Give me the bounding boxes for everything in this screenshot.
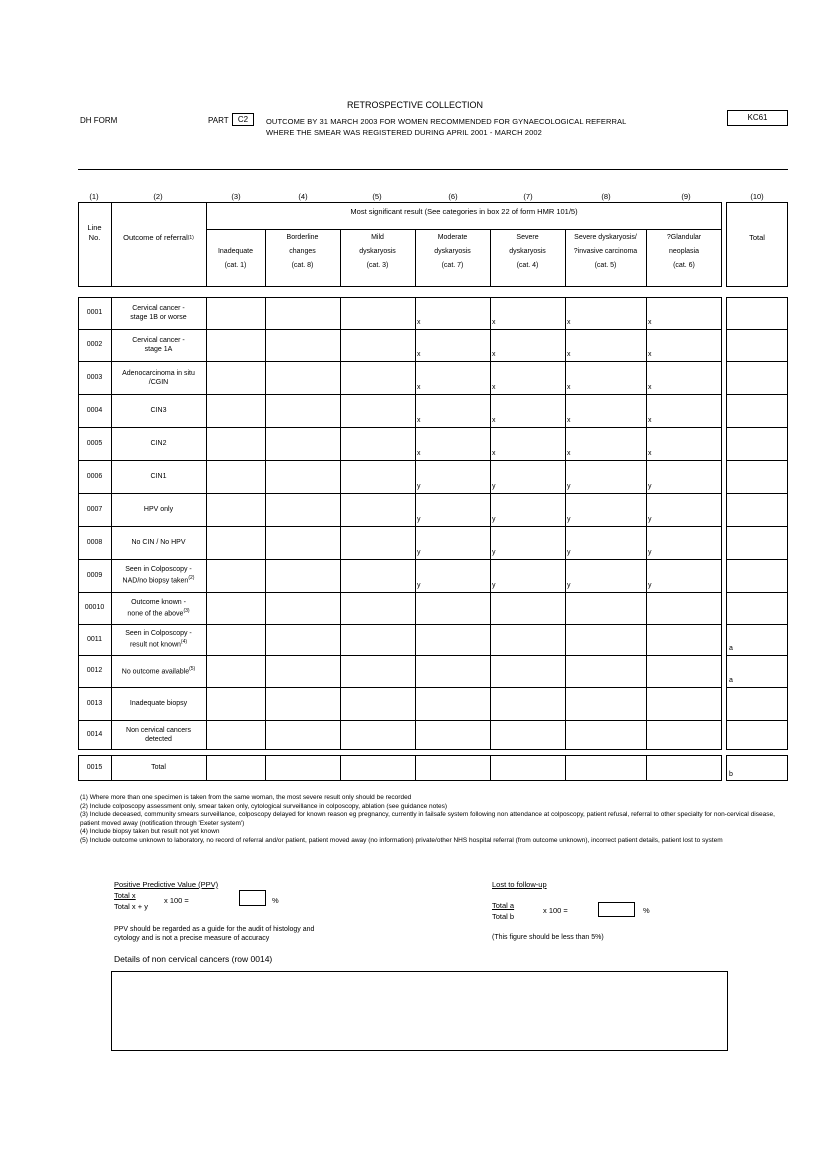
row-code: 0004 [86, 406, 103, 414]
result-column-header-text: dyskaryosis [509, 248, 546, 255]
row-outcome [111, 592, 206, 624]
footnote-2: (2) Include colposcopy assessment only, smear taken only, cytological surveillance in colposcopy, ablation (see guidance notes) [80, 802, 448, 810]
data-entry-cell[interactable] [566, 721, 645, 749]
data-entry-cell[interactable] [566, 461, 645, 492]
data-entry-cell[interactable] [207, 494, 264, 525]
row-outcome [111, 329, 206, 361]
row-mark: y [648, 516, 652, 523]
row-code: 0003 [86, 373, 103, 381]
total-entry-cell[interactable] [727, 428, 787, 459]
row-mark: y [417, 582, 421, 589]
data-entry-cell[interactable] [341, 298, 414, 328]
data-entry-cell[interactable] [647, 593, 721, 623]
lost-unit: % [643, 906, 650, 915]
result-column-header-text: neoplasia [669, 248, 699, 255]
ppv-note-line2: cytology and is not a precise measure of accuracy [114, 935, 270, 942]
column-number: (7) [523, 192, 533, 201]
data-entry-cell[interactable] [566, 330, 645, 360]
data-entry-cell[interactable] [647, 428, 721, 459]
row-outcome-line: detected [145, 736, 172, 743]
data-entry-cell[interactable] [266, 560, 339, 591]
row-mark: x [492, 351, 496, 358]
total-header: Total [749, 233, 765, 242]
data-entry-cell[interactable] [266, 428, 339, 459]
row-outcome-line: CIN2 [150, 440, 167, 447]
total-row-divider [340, 755, 341, 781]
result-column-header-text: (cat. 4) [516, 262, 539, 269]
data-entry-cell[interactable] [207, 330, 264, 360]
row-outcome-line: /CGIN [148, 378, 169, 386]
data-entry-cell[interactable] [207, 721, 264, 749]
row-mark: x [567, 384, 571, 391]
data-entry-cell[interactable] [416, 721, 489, 749]
ppv-note-line1: PPV should be regarded as a guide for the audit of histology and [114, 926, 315, 933]
data-entry-cell[interactable] [647, 330, 721, 360]
row-mark: x [417, 319, 421, 326]
ppv-title: Positive Predictive Value (PPV) [114, 880, 219, 889]
row-mark: y [648, 582, 652, 589]
data-entry-cell[interactable] [491, 362, 564, 393]
header-group-divider [206, 229, 722, 230]
ppv-note [114, 925, 314, 943]
row-mark: y [417, 516, 421, 523]
total-entry-cell[interactable] [727, 330, 787, 360]
part-value-box: C2 [232, 113, 254, 126]
data-entry-cell[interactable] [566, 395, 645, 426]
lost-note: (This figure should be less than 5%) [492, 934, 604, 941]
row-outcome-line: HPV only [143, 506, 174, 513]
row-outcome-note: (4) [180, 639, 188, 646]
data-entry-cell[interactable] [416, 560, 489, 591]
result-column-header-text: dyskaryosis [359, 248, 396, 255]
data-entry-cell[interactable] [266, 362, 339, 393]
result-column-header-text: (cat. 7) [441, 262, 464, 269]
row-outcome-note: (3) [183, 607, 190, 614]
total-entry-cell[interactable] [727, 721, 787, 749]
data-entry-cell[interactable] [647, 688, 721, 719]
data-entry-cell[interactable] [207, 461, 264, 492]
data-entry-cell[interactable] [341, 560, 414, 591]
data-entry-cell[interactable] [566, 593, 645, 623]
data-entry-cell[interactable] [416, 688, 489, 719]
data-entry-cell[interactable] [266, 593, 339, 623]
row-mark: y [648, 549, 652, 556]
row-outcome [111, 493, 206, 526]
row-outcome-line: No outcome available [121, 668, 190, 676]
ppv-result-box[interactable] [239, 890, 266, 906]
lost-multiplier: x 100 = [543, 906, 568, 915]
data-entry-cell[interactable] [491, 721, 564, 749]
row-outcome [111, 526, 206, 559]
row-outcome-line: stage 1B or worse [130, 314, 187, 321]
row-mark: y [492, 582, 496, 589]
ppv-unit: % [272, 896, 279, 905]
result-column-header-text: (cat. 3) [366, 262, 389, 269]
result-column-header-text: Inadequate [217, 248, 254, 255]
details-label: Details of non cervical cancers (row 0014) [114, 954, 273, 964]
part-label: PART [208, 116, 229, 125]
lost-title: Lost to follow-up [492, 880, 547, 889]
data-entry-cell[interactable] [647, 625, 721, 654]
data-entry-cell[interactable] [566, 428, 645, 459]
ppv-multiplier: x 100 = [164, 896, 189, 905]
total-entry-cell[interactable] [727, 395, 787, 426]
row-mark: x [567, 450, 571, 457]
total-entry-cell[interactable] [727, 656, 787, 686]
row-mark: x [648, 450, 652, 457]
data-entry-cell[interactable] [266, 527, 339, 558]
row-mark: x [567, 319, 571, 326]
row-mark: x [417, 417, 421, 424]
row-outcome [111, 297, 206, 329]
row-code: 0009 [86, 571, 103, 579]
data-entry-cell[interactable] [266, 656, 339, 686]
total-entry-cell[interactable] [727, 593, 787, 623]
data-entry-cell[interactable] [491, 330, 564, 360]
line-no-header-line1: Line [87, 223, 102, 232]
ppv-numerator: Total x [114, 891, 136, 900]
total-row-code: 0015 [86, 764, 103, 771]
result-column-header-text: Moderate [437, 234, 468, 241]
data-entry-cell[interactable] [491, 298, 564, 328]
row-mark: y [567, 549, 571, 556]
row-outcome [111, 655, 206, 687]
data-entry-cell[interactable] [341, 721, 414, 749]
row-outcome [111, 687, 206, 720]
row-outcome-line: CIN3 [150, 407, 167, 414]
data-entry-cell[interactable] [207, 656, 264, 686]
data-entry-cell[interactable] [266, 330, 339, 360]
row-mark: x [492, 384, 496, 391]
data-entry-cell[interactable] [491, 428, 564, 459]
data-entry-cell[interactable] [566, 527, 645, 558]
row-outcome-line: stage 1A [144, 346, 173, 353]
data-entry-cell[interactable] [207, 688, 264, 719]
row-mark: y [567, 483, 571, 490]
data-entry-cell[interactable] [491, 625, 564, 654]
result-column-header-text: ?invasive carcinoma [573, 248, 638, 255]
data-entry-cell[interactable] [491, 560, 564, 591]
row-outcome-line: No CIN / No HPV [131, 539, 186, 546]
data-entry-cell[interactable] [491, 656, 564, 686]
data-entry-cell[interactable] [207, 625, 264, 654]
row-mark: y [417, 483, 421, 490]
lost-denominator: Total b [492, 912, 515, 921]
footnote-3: (3) Include deceased, community smears surveillance, colposcopy delayed for known reason eg pregnancy, currently in failsafe system following non attendance at colposcopy, patient refusal, referral to other specialty for non-cervical disease, patient moved away (notification through 'Exeter system') [80, 811, 775, 827]
column-number: (6) [448, 192, 458, 201]
column-number: (3) [231, 192, 241, 201]
column-number: (1) [89, 192, 99, 201]
form-label: DH FORM [80, 116, 118, 125]
row-outcome [111, 460, 206, 493]
column-number: (9) [681, 192, 691, 201]
result-column-header-text: Severe dyskaryosis/ [574, 234, 637, 241]
data-entry-cell[interactable] [566, 656, 645, 686]
data-entry-cell[interactable] [416, 330, 489, 360]
column-number: (8) [601, 192, 611, 201]
data-entry-cell[interactable] [416, 428, 489, 459]
data-entry-cell[interactable] [266, 721, 339, 749]
data-entry-cell[interactable] [416, 298, 489, 328]
footnote-5: (5) Include outcome unknown to laboratory, no record of referral and/or patient, patient moved away (no information) private/other NHS hospital referral (from outcome unknown), incorrect patient details, patient lost to system [80, 836, 723, 844]
row-outcome-note: (2) [188, 575, 195, 582]
total-entry-cell[interactable] [727, 527, 787, 558]
data-entry-cell[interactable] [341, 593, 414, 623]
data-entry-cell[interactable] [207, 428, 264, 459]
row-outcome-line: CIN1 [150, 473, 167, 480]
total-row-divider [415, 755, 416, 781]
row-mark: x [417, 351, 421, 358]
result-column-header-text: Mild [371, 234, 384, 241]
row-mark: x [492, 450, 496, 457]
row-code: 0011 [86, 635, 103, 643]
row-outcome-line: Non cervical cancers [126, 727, 191, 734]
data-entry-cell[interactable] [416, 527, 489, 558]
row-outcome-last [123, 574, 195, 585]
result-column-header-text: changes [289, 248, 316, 255]
data-entry-cell[interactable] [341, 656, 414, 686]
data-entry-cell[interactable] [566, 298, 645, 328]
row-code: 00010 [84, 604, 105, 611]
data-entry-cell[interactable] [266, 494, 339, 525]
total-entry-cell[interactable] [727, 688, 787, 719]
row-outcome [111, 394, 206, 427]
row-mark: y [492, 483, 496, 490]
data-entry-cell[interactable] [341, 625, 414, 654]
data-entry-cell[interactable] [207, 362, 264, 393]
row-mark: y [648, 483, 652, 490]
data-entry-cell[interactable] [491, 494, 564, 525]
row-outcome-last [122, 665, 195, 676]
row-code: 0005 [86, 439, 103, 447]
row-outcome-line: Outcome known - [131, 598, 186, 606]
total-row-label: Total [151, 764, 166, 771]
data-entry-cell[interactable] [647, 362, 721, 393]
data-entry-cell[interactable] [416, 656, 489, 686]
row-code: 0007 [86, 505, 103, 513]
row-code: 0014 [86, 731, 103, 738]
row-code: 0006 [86, 472, 103, 480]
row-code: 0002 [86, 341, 103, 348]
data-entry-cell[interactable] [647, 461, 721, 492]
row-mark: x [648, 417, 652, 424]
row-outcome [111, 427, 206, 460]
total-row-divider [490, 755, 491, 781]
data-entry-cell[interactable] [647, 721, 721, 749]
data-entry-cell[interactable] [207, 298, 264, 328]
data-entry-cell[interactable] [266, 298, 339, 328]
data-entry-cell[interactable] [266, 625, 339, 654]
data-entry-cell[interactable] [647, 494, 721, 525]
row-outcome [111, 720, 206, 750]
data-entry-cell[interactable] [566, 625, 645, 654]
total-entry-cell[interactable] [727, 625, 787, 654]
data-entry-cell[interactable] [266, 461, 339, 492]
row-mark: x [492, 319, 496, 326]
row-outcome-last [127, 607, 189, 618]
footnotes [80, 794, 792, 845]
line-no-header [78, 218, 111, 248]
ppv-denominator: Total x + y [114, 902, 148, 911]
data-entry-cell[interactable] [416, 494, 489, 525]
outcome-header-text: Outcome of referral [123, 233, 188, 242]
total-row-total-frame [726, 755, 788, 781]
result-column-header-text: (cat. 1) [224, 262, 247, 269]
data-entry-cell[interactable] [266, 688, 339, 719]
data-entry-cell[interactable] [647, 560, 721, 591]
total-mark: a [729, 677, 733, 684]
result-column-header-text: dyskaryosis [434, 248, 471, 255]
row-outcome [111, 559, 206, 592]
data-entry-cell[interactable] [341, 395, 414, 426]
result-column-header-text: (cat. 5) [594, 262, 617, 269]
result-column-header-text: (cat. 8) [291, 262, 314, 269]
total-entry-cell[interactable] [727, 298, 787, 328]
data-entry-cell[interactable] [207, 527, 264, 558]
data-entry-cell[interactable] [491, 593, 564, 623]
data-entry-cell[interactable] [207, 395, 264, 426]
outcome-header-note: (1) [187, 235, 194, 241]
row-mark: x [567, 417, 571, 424]
data-entry-cell[interactable] [416, 395, 489, 426]
data-entry-cell[interactable] [566, 560, 645, 591]
data-entry-cell[interactable] [341, 428, 414, 459]
outcome-header [111, 228, 206, 248]
row-mark: x [417, 450, 421, 457]
total-row-divider [565, 755, 566, 781]
row-outcome-line: NAD/no biopsy taken [122, 577, 189, 585]
data-entry-cell[interactable] [416, 362, 489, 393]
row-mark: x [417, 384, 421, 391]
result-column-header-text: Borderline [286, 234, 319, 241]
column-number: (10) [750, 192, 764, 201]
data-entry-cell[interactable] [647, 527, 721, 558]
data-entry-cell[interactable] [416, 593, 489, 623]
data-entry-cell[interactable] [341, 527, 414, 558]
data-entry-cell[interactable] [341, 461, 414, 492]
data-entry-cell[interactable] [491, 395, 564, 426]
data-entry-cell[interactable] [266, 395, 339, 426]
total-row-divider [206, 755, 207, 781]
result-column-header-text: (cat. 6) [673, 262, 695, 269]
data-entry-cell[interactable] [416, 625, 489, 654]
total-entry-cell[interactable] [727, 560, 787, 591]
lost-numerator: Total a [492, 901, 515, 910]
row-code: 0012 [86, 667, 103, 674]
total-entry-cell[interactable] [727, 461, 787, 492]
total-row-divider [646, 755, 647, 781]
row-outcome-line: Cervical cancer - [132, 337, 185, 344]
row-outcome-line: Cervical cancer - [132, 305, 185, 312]
form-title-line1: OUTCOME BY 31 MARCH 2003 FOR WOMEN RECOMMENDED FOR GYNAECOLOGICAL REFERRAL [266, 117, 627, 126]
form-title-line2: WHERE THE SMEAR WAS REGISTERED DURING APRIL 2001 - MARCH 2002 [266, 128, 542, 137]
data-entry-cell[interactable] [566, 362, 645, 393]
row-code: 0001 [86, 309, 103, 316]
footnote-1: (1) Where more than one specimen is taken from the same woman, the most severe result only should be recorded [80, 794, 412, 801]
header-divider [78, 169, 788, 170]
row-mark: x [648, 319, 652, 326]
column-number: (5) [372, 192, 382, 201]
total-entry-cell[interactable] [727, 362, 787, 393]
row-outcome-line: Adenocarcinoma in situ [122, 369, 195, 377]
data-entry-cell[interactable] [341, 362, 414, 393]
row-outcome [111, 361, 206, 394]
data-entry-cell[interactable] [491, 527, 564, 558]
row-mark: y [492, 516, 496, 523]
data-entry-cell[interactable] [341, 330, 414, 360]
row-outcome-last [130, 638, 187, 649]
row-outcome-line: Seen in Colposcopy - [125, 630, 192, 638]
column-number: (4) [298, 192, 308, 201]
data-entry-cell[interactable] [491, 688, 564, 719]
data-entry-cell[interactable] [341, 688, 414, 719]
form-code-box: KC61 [727, 110, 788, 126]
total-row-divider [265, 755, 266, 781]
row-mark: x [648, 351, 652, 358]
row-mark: x [492, 417, 496, 424]
result-column-header-text: ?Glandular [666, 234, 702, 241]
row-mark: y [492, 549, 496, 556]
details-textbox[interactable] [111, 971, 728, 1051]
row-outcome-line: Inadequate biopsy [129, 700, 188, 707]
total-row-mark: b [729, 771, 733, 778]
row-outcome-line: result not known [129, 641, 181, 649]
row-code: 0013 [86, 699, 103, 707]
data-entry-cell[interactable] [647, 298, 721, 328]
collection-title: RETROSPECTIVE COLLECTION [346, 100, 484, 110]
row-mark: x [648, 384, 652, 391]
data-entry-cell[interactable] [566, 688, 645, 719]
row-mark: y [567, 516, 571, 523]
total-entry-cell[interactable] [727, 494, 787, 525]
row-outcome-line: Seen in Colposcopy - [125, 566, 192, 574]
data-entry-cell[interactable] [341, 494, 414, 525]
data-entry-cell[interactable] [647, 656, 721, 686]
row-mark: y [417, 549, 421, 556]
data-entry-cell[interactable] [491, 461, 564, 492]
data-entry-cell[interactable] [566, 494, 645, 525]
data-entry-cell[interactable] [647, 395, 721, 426]
row-code: 0008 [86, 538, 103, 546]
row-mark: y [567, 582, 571, 589]
data-entry-cell[interactable] [207, 593, 264, 623]
group-header: Most significant result (See categories in box 22 of form HMR 101/5) [350, 207, 578, 216]
column-number: (2) [153, 192, 163, 201]
row-outcome-note: (5) [189, 666, 196, 673]
row-outcome [111, 624, 206, 655]
line-no-header-line2: No. [88, 233, 101, 242]
data-entry-cell[interactable] [207, 560, 264, 591]
data-entry-cell[interactable] [416, 461, 489, 492]
row-mark: x [567, 351, 571, 358]
row-outcome-line: none of the above [127, 610, 184, 618]
lost-result-box[interactable] [598, 902, 635, 917]
footnote-4: (4) Include biopsy taken but result not yet known [80, 828, 220, 835]
total-mark: a [729, 645, 733, 652]
result-column-header-text: Severe [516, 234, 539, 241]
